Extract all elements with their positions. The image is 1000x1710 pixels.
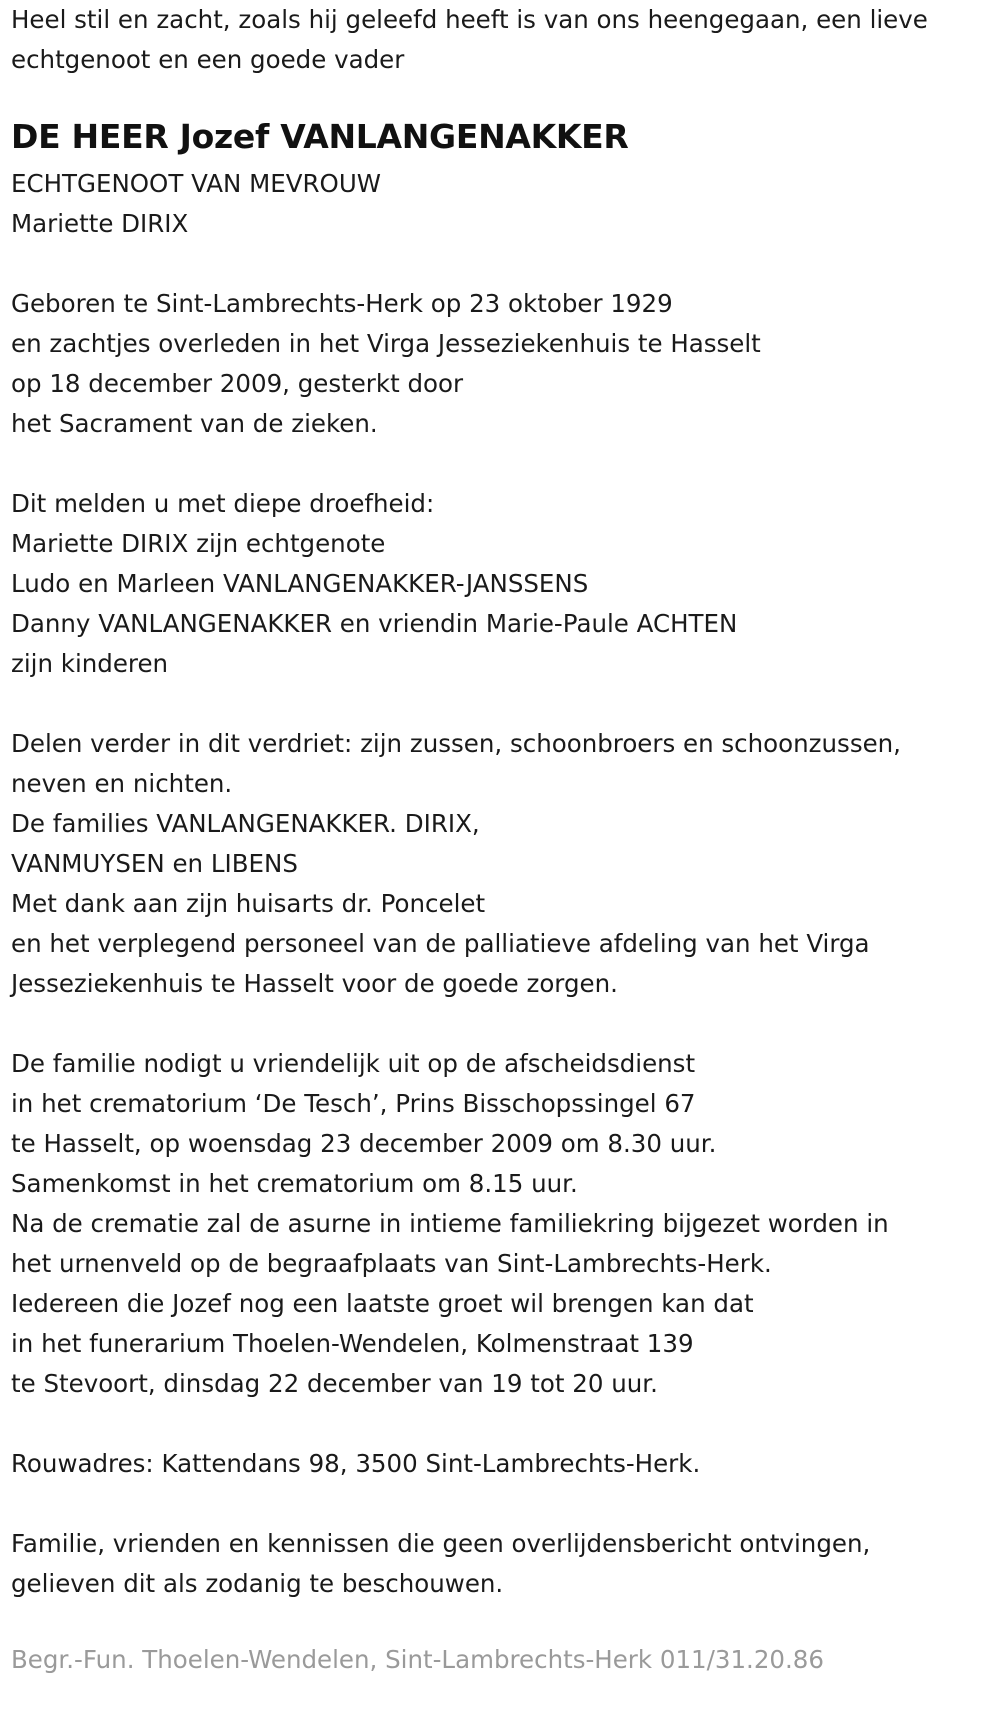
intro-paragraph [11, 0, 991, 80]
birth-death-line: en zachtjes overleden in het Virga Jesseziekenhuis te Hasselt [11, 329, 761, 358]
service-line: in het crematorium ‘De Tesch’, Prins Bisschopssingel 67 [11, 1089, 696, 1118]
announcers-paragraph [11, 484, 991, 684]
family-line: Jesseziekenhuis te Hasselt voor de goede zorgen. [11, 969, 618, 998]
announcers-line: Dit melden u met diepe droefheid: [11, 489, 435, 518]
service-paragraph [11, 1044, 991, 1404]
birth-death-line: Geboren te Sint-Lambrechts-Herk op 23 oktober 1929 [11, 289, 673, 318]
family-line: De families VANLANGENAKKER. DIRIX, [11, 809, 480, 838]
closing-line: Familie, vrienden en kennissen die geen overlijdensbericht ontvingen, [11, 1529, 871, 1558]
obituary-notice [11, 0, 991, 1680]
birth-death-line: op 18 december 2009, gesterkt door [11, 369, 464, 398]
spouse-line: ECHTGENOOT VAN MEVROUW [11, 169, 382, 198]
spouse-line: Mariette DIRIX [11, 209, 189, 238]
service-line: in het funerarium Thoelen-Wendelen, Kolmenstraat 139 [11, 1329, 694, 1358]
service-line: Samenkomst in het crematorium om 8.15 uur. [11, 1169, 578, 1198]
closing-paragraph [11, 1524, 991, 1604]
spouse-block [11, 164, 991, 244]
service-line: te Stevoort, dinsdag 22 december van 19 tot 20 uur. [11, 1369, 658, 1398]
service-line: te Hasselt, op woensdag 23 december 2009 om 8.30 uur. [11, 1129, 717, 1158]
family-line: en het verplegend personeel van de palliatieve afdeling van het Virga [11, 929, 870, 958]
deceased-name: DE HEER Jozef VANLANGENAKKER [11, 117, 629, 156]
announcers-line: Mariette DIRIX zijn echtgenote [11, 529, 386, 558]
funeral-home-footer: Begr.-Fun. Thoelen-Wendelen, Sint-Lambrechts-Herk 011/31.20.86 [11, 1645, 824, 1674]
family-line: VANMUYSEN en LIBENS [11, 849, 298, 878]
address-paragraph [11, 1444, 991, 1484]
intro-line: echtgenoot en een goede vader [11, 45, 405, 74]
family-line: Delen verder in dit verdriet: zijn zussen, schoonbroers en schoonzussen, [11, 729, 901, 758]
family-line: Met dank aan zijn huisarts dr. Poncelet [11, 889, 486, 918]
birth-death-line: het Sacrament van de zieken. [11, 409, 378, 438]
birth-death-paragraph [11, 284, 991, 444]
service-line: Iedereen die Jozef nog een laatste groet wil brengen kan dat [11, 1289, 754, 1318]
announcers-line: Ludo en Marleen VANLANGENAKKER-JANSSENS [11, 569, 589, 598]
announcers-line: Danny VANLANGENAKKER en vriendin Marie-Paule ACHTEN [11, 609, 738, 638]
intro-line: Heel stil en zacht, zoals hij geleefd heeft is van ons heengegaan, een lieve [11, 5, 928, 34]
mourning-address: Rouwadres: Kattendans 98, 3500 Sint-Lambrechts-Herk. [11, 1449, 701, 1478]
announcers-line: zijn kinderen [11, 649, 169, 678]
service-line: De familie nodigt u vriendelijk uit op de afscheidsdienst [11, 1049, 696, 1078]
family-paragraph [11, 724, 991, 1004]
family-line: neven en nichten. [11, 769, 233, 798]
closing-line: gelieven dit als zodanig te beschouwen. [11, 1569, 504, 1598]
service-line: het urnenveld op de begraafplaats van Sint-Lambrechts-Herk. [11, 1249, 772, 1278]
service-line: Na de crematie zal de asurne in intieme familiekring bijgezet worden in [11, 1209, 889, 1238]
